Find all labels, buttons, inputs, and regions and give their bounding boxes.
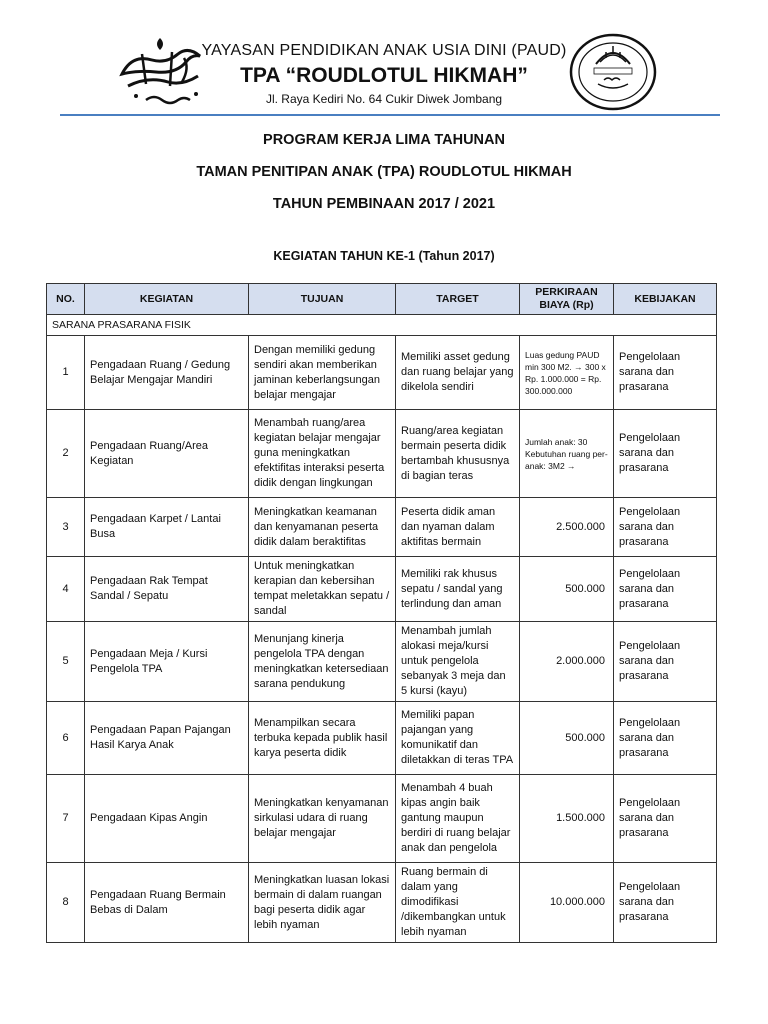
title-line-1: PROGRAM KERJA LIMA TAHUNAN xyxy=(263,132,505,148)
row-kebijakan: Pengelolaan sarana dan prasarana xyxy=(614,775,717,863)
row-target: Menambah jumlah alokasi meja/kursi untuk pengelola sebanyak 3 meja dan 5 kursi (kayu) xyxy=(396,622,520,702)
row-target: Menambah 4 buah kipas angin baik gantung maupun berdiri di ruang belajar anak dan pengelola xyxy=(396,775,520,863)
row-tujuan: Menunjang kinerja pengelola TPA dengan meningkatkan ketersediaan sarana pendukung xyxy=(249,622,396,702)
row-kebijakan: Pengelolaan sarana dan prasarana xyxy=(614,622,717,702)
header-tujuan: TUJUAN xyxy=(249,284,396,315)
row-target: Memiliki rak khusus sepatu / sandal yang terlindung dan aman xyxy=(396,557,520,622)
row-tujuan: Menambah ruang/area kegiatan belajar mengajar guna meningkatkan efektifitas interaksi peserta didik dengan lingkungan xyxy=(249,410,396,498)
subtitle: KEGIATAN TAHUN KE-1 (Tahun 2017) xyxy=(273,249,495,263)
row-target: Memiliki asset gedung dan ruang belajar yang dikelola sendiri xyxy=(396,336,520,410)
row-no: 2 xyxy=(47,410,85,498)
row-target: Memiliki papan pajangan yang komunikatif dan diletakkan di teras TPA xyxy=(396,702,520,775)
row-kegiatan: Pengadaan Karpet / Lantai Busa xyxy=(85,498,249,557)
row-biaya: 500.000 xyxy=(520,702,614,775)
row-biaya: 2.000.000 xyxy=(520,622,614,702)
tpa-name: TPA “ROUDLOTUL HIKMAH” xyxy=(240,64,528,87)
title-line-2: TAMAN PENITIPAN ANAK (TPA) ROUDLOTUL HIKMAH xyxy=(196,164,572,180)
row-biaya: Jumlah anak: 30 Kebutuhan ruang per-anak: 3M2 → xyxy=(520,410,614,498)
program-table xyxy=(46,283,717,943)
row-kegiatan: Pengadaan Papan Pajangan Hasil Karya Anak xyxy=(85,702,249,775)
table-row xyxy=(47,863,717,943)
row-tujuan: Meningkatkan keamanan dan kenyamanan peserta didik dalam beraktifitas xyxy=(249,498,396,557)
row-kegiatan: Pengadaan Rak Tempat Sandal / Sepatu xyxy=(85,557,249,622)
row-tujuan: Untuk meningkatkan kerapian dan kebersihan tempat meletakkan sepatu / sandal xyxy=(249,557,396,622)
row-target: Peserta didik aman dan nyaman dalam aktifitas bermain xyxy=(396,498,520,557)
table-row xyxy=(47,557,717,622)
row-kebijakan: Pengelolaan sarana dan prasarana xyxy=(614,702,717,775)
row-kebijakan: Pengelolaan sarana dan prasarana xyxy=(614,336,717,410)
row-kegiatan: Pengadaan Ruang/Area Kegiatan xyxy=(85,410,249,498)
row-tujuan: Meningkatkan kenyamanan sirkulasi udara di ruang belajar mengajar xyxy=(249,775,396,863)
row-biaya: Luas gedung PAUD min 300 M2. → 300 x Rp. 1.000.000 = Rp. 300.000.000 xyxy=(520,336,614,410)
row-biaya: 500.000 xyxy=(520,557,614,622)
table-row xyxy=(47,702,717,775)
row-no: 3 xyxy=(47,498,85,557)
table-row xyxy=(47,622,717,702)
title-line-3: TAHUN PEMBINAAN 2017 / 2021 xyxy=(272,196,496,212)
header-target: TARGET xyxy=(396,284,520,315)
row-biaya: 10.000.000 xyxy=(520,863,614,943)
row-biaya: 2.500.000 xyxy=(520,498,614,557)
header-kegiatan: KEGIATAN xyxy=(85,284,249,315)
row-no: 1 xyxy=(47,336,85,410)
table-row xyxy=(47,336,717,410)
header-divider xyxy=(60,114,720,116)
table-row xyxy=(47,410,717,498)
row-target: Ruang/area kegiatan bermain peserta didik bertambah khususnya di bagian teras xyxy=(396,410,520,498)
row-kegiatan: Pengadaan Meja / Kursi Pengelola TPA xyxy=(85,622,249,702)
header-no: NO. xyxy=(47,284,85,315)
row-kegiatan: Pengadaan Ruang Bermain Bebas di Dalam xyxy=(85,863,249,943)
row-kegiatan: Pengadaan Kipas Angin xyxy=(85,775,249,863)
row-kebijakan: Pengelolaan sarana dan prasarana xyxy=(614,498,717,557)
table-row xyxy=(47,775,717,863)
section-row xyxy=(47,315,717,336)
row-tujuan: Meningkatkan luasan lokasi bermain di dalam ruangan bagi peserta didik agar lebih nyaman xyxy=(249,863,396,943)
row-tujuan: Dengan memiliki gedung sendiri akan memberikan jaminan keberlangsungan belajar mengajar xyxy=(249,336,396,410)
row-no: 6 xyxy=(47,702,85,775)
table-header-row xyxy=(47,284,717,315)
row-no: 5 xyxy=(47,622,85,702)
row-kebijakan: Pengelolaan sarana dan prasarana xyxy=(614,557,717,622)
org-name: YAYASAN PENDIDIKAN ANAK USIA DINI (PAUD) xyxy=(201,42,567,59)
row-biaya: 1.500.000 xyxy=(520,775,614,863)
section-label: SARANA PRASARANA FISIK xyxy=(47,315,717,336)
row-no: 7 xyxy=(47,775,85,863)
table-row xyxy=(47,498,717,557)
address: Jl. Raya Kediri No. 64 Cukir Diwek Jombang xyxy=(265,92,503,106)
header-biaya: PERKIRAAN BIAYA (Rp) xyxy=(520,284,614,315)
row-no: 8 xyxy=(47,863,85,943)
row-target: Ruang bermain di dalam yang dimodifikasi /dikembangkan untuk lebih nyaman xyxy=(396,863,520,943)
row-kebijakan: Pengelolaan sarana dan prasarana xyxy=(614,410,717,498)
row-kegiatan: Pengadaan Ruang / Gedung Belajar Mengajar Mandiri xyxy=(85,336,249,410)
header-kebijakan: KEBIJAKAN xyxy=(614,284,717,315)
row-kebijakan: Pengelolaan sarana dan prasarana xyxy=(614,863,717,943)
row-no: 4 xyxy=(47,557,85,622)
row-tujuan: Menampilkan secara terbuka kepada publik hasil karya peserta didik xyxy=(249,702,396,775)
